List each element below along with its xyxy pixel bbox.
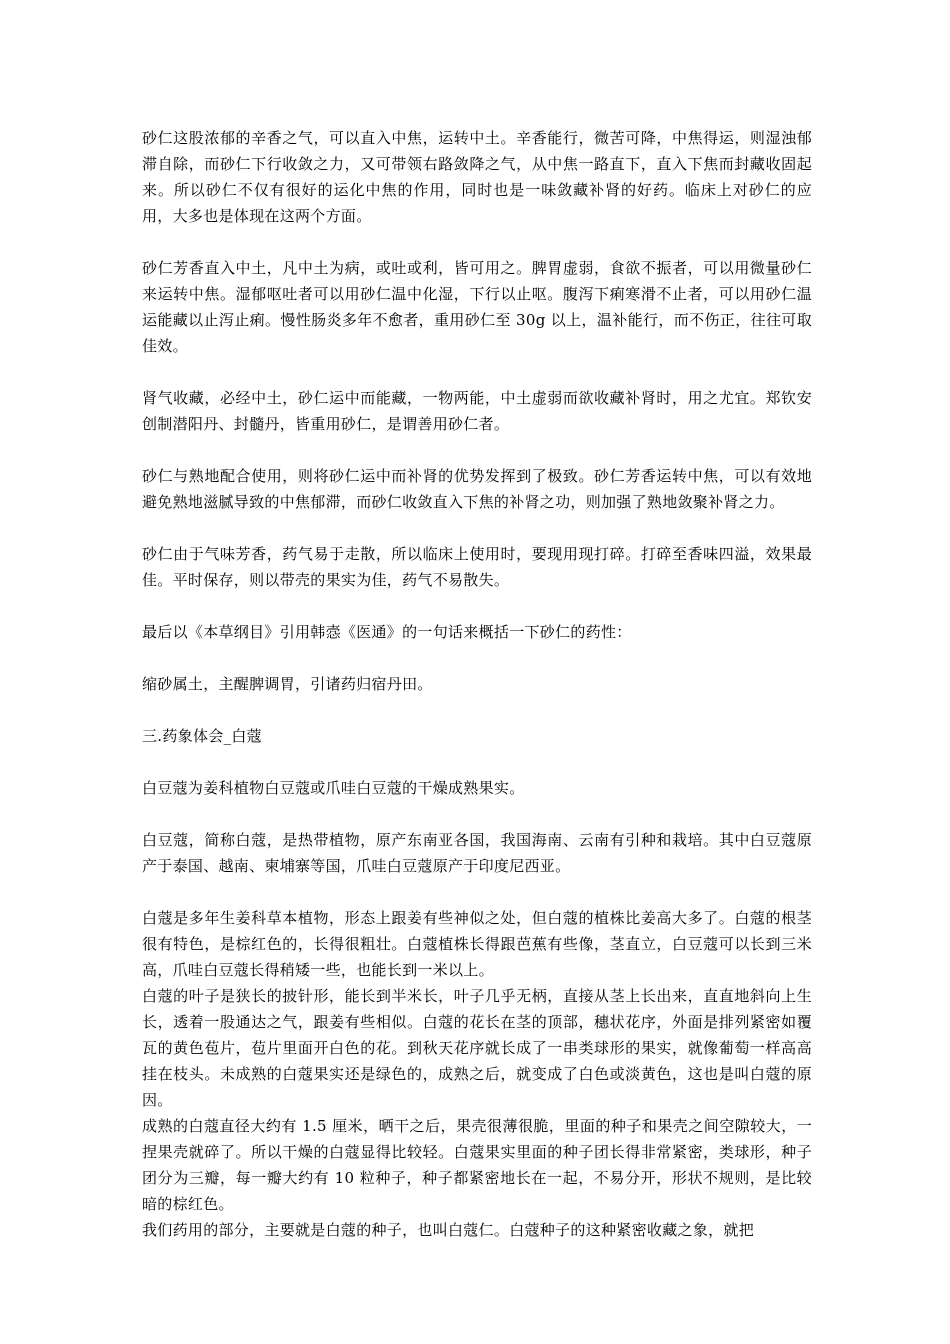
paragraph: 我们药用的部分，主要就是白蔻的种子，也叫白蔻仁。白蔻种子的这种紧密收藏之象，就把 xyxy=(142,1221,755,1239)
paragraph-gap xyxy=(142,359,812,385)
paragraph: 白豆蔻，简称白蔻，是热带植物，原产东南亚各国，我国海南、云南有引种和栽培。其中白豆蔻原产于泰国、越南、柬埔寨等国，爪哇白豆蔻原产于印度尼西亚。 xyxy=(142,831,812,875)
paragraph-gap xyxy=(142,437,812,463)
document-body xyxy=(142,125,812,1243)
paragraph: 缩砂属土，主醒脾调胃，引诸药归宿丹田。 xyxy=(142,675,433,693)
paragraph: 白蔻是多年生姜科草本植物，形态上跟姜有些神似之处，但白蔻的植株比姜高大多了。白蔻的根茎很有特色，是棕红色的，长得很粗壮。白蔻植株长得跟芭蕉有些像，茎直立，白豆蔻可以长到三米高，爪哇白豆蔻长得稍矮一些，也能长到一米以上。 xyxy=(142,909,812,979)
paragraph-gap xyxy=(142,801,812,827)
paragraph-gap xyxy=(142,879,812,905)
paragraph-gap xyxy=(142,229,812,255)
paragraph: 砂仁由于气味芳香，药气易于走散，所以临床上使用时，要现用现打碎。打碎至香味四溢，效果最佳。平时保存，则以带壳的果实为佳，药气不易散失。 xyxy=(142,545,812,589)
paragraph-gap xyxy=(142,697,812,723)
paragraph: 砂仁这股浓郁的辛香之气，可以直入中焦，运转中土。辛香能行，微苦可降，中焦得运，则湿浊郁滞自除，而砂仁下行收敛之力，又可带领右路敛降之气，从中焦一路直下，直入下焦而封藏收固起来。所以砂仁不仅有很好的运化中焦的作用，同时也是一味敛藏补肾的好药。临床上对砂仁的应用，大多也是体现在这两个方面。 xyxy=(142,129,812,225)
paragraph: 砂仁与熟地配合使用，则将砂仁运中而补肾的优势发挥到了极致。砂仁芳香运转中焦，可以有效地避免熟地滋腻导致的中焦郁滞，而砂仁收敛直入下焦的补肾之功，则加强了熟地敛聚补肾之力。 xyxy=(142,467,812,511)
paragraph: 白豆蔻为姜科植物白豆蔻或爪哇白豆蔻的干燥成熟果实。 xyxy=(142,779,525,797)
paragraph: 三.药象体会_白蔻 xyxy=(142,727,262,745)
paragraph-gap xyxy=(142,645,812,671)
paragraph: 砂仁芳香直入中土，凡中土为病，或吐或利，皆可用之。脾胃虚弱，食欲不振者，可以用微量砂仁来运转中焦。湿郁呕吐者可以用砂仁温中化湿，下行以止呕。腹泻下痢寒滑不止者，可以用砂仁温运能藏以止泻止痢。慢性肠炎多年不愈者，重用砂仁至 30g 以上，温补能行，而不伤正，往往可取佳效。 xyxy=(142,259,812,355)
paragraph: 白蔻的叶子是狭长的披针形，能长到半米长，叶子几乎无柄，直接从茎上长出来，直直地斜向上生长，透着一股通达之气，跟姜有些相似。白蔻的花长在茎的顶部，穗状花序，外面是排列紧密如覆瓦的黄色苞片，苞片里面开白色的花。到秋天花序就长成了一串类球形的果实，就像葡萄一样高高挂在枝头。未成熟的白蔻果实还是绿色的，成熟之后，就变成了白色或淡黄色，这也是叫白蔻的原因。 xyxy=(142,987,812,1109)
paragraph: 最后以《本草纲目》引用韩悫《医通》的一句话来概括一下砂仁的药性： xyxy=(142,623,632,641)
paragraph: 肾气收藏，必经中土，砂仁运中而能藏，一物两能，中土虚弱而欲收藏补肾时，用之尤宜。郑钦安创制潜阳丹、封髓丹，皆重用砂仁，是谓善用砂仁者。 xyxy=(142,389,812,433)
paragraph: 成熟的白蔻直径大约有 1.5 厘米，晒干之后，果壳很薄很脆，里面的种子和果壳之间空隙较大，一捏果壳就碎了。所以干燥的白蔻显得比较轻。白蔻果实里面的种子团长得非常紧密，类球形，种子团分为三瓣，每一瓣大约有 10 粒种子，种子都紧密地长在一起，不易分开，形状不规则，是比较暗的棕红色。 xyxy=(142,1117,812,1213)
paragraph-gap xyxy=(142,749,812,775)
paragraph-gap xyxy=(142,593,812,619)
paragraph-gap xyxy=(142,515,812,541)
